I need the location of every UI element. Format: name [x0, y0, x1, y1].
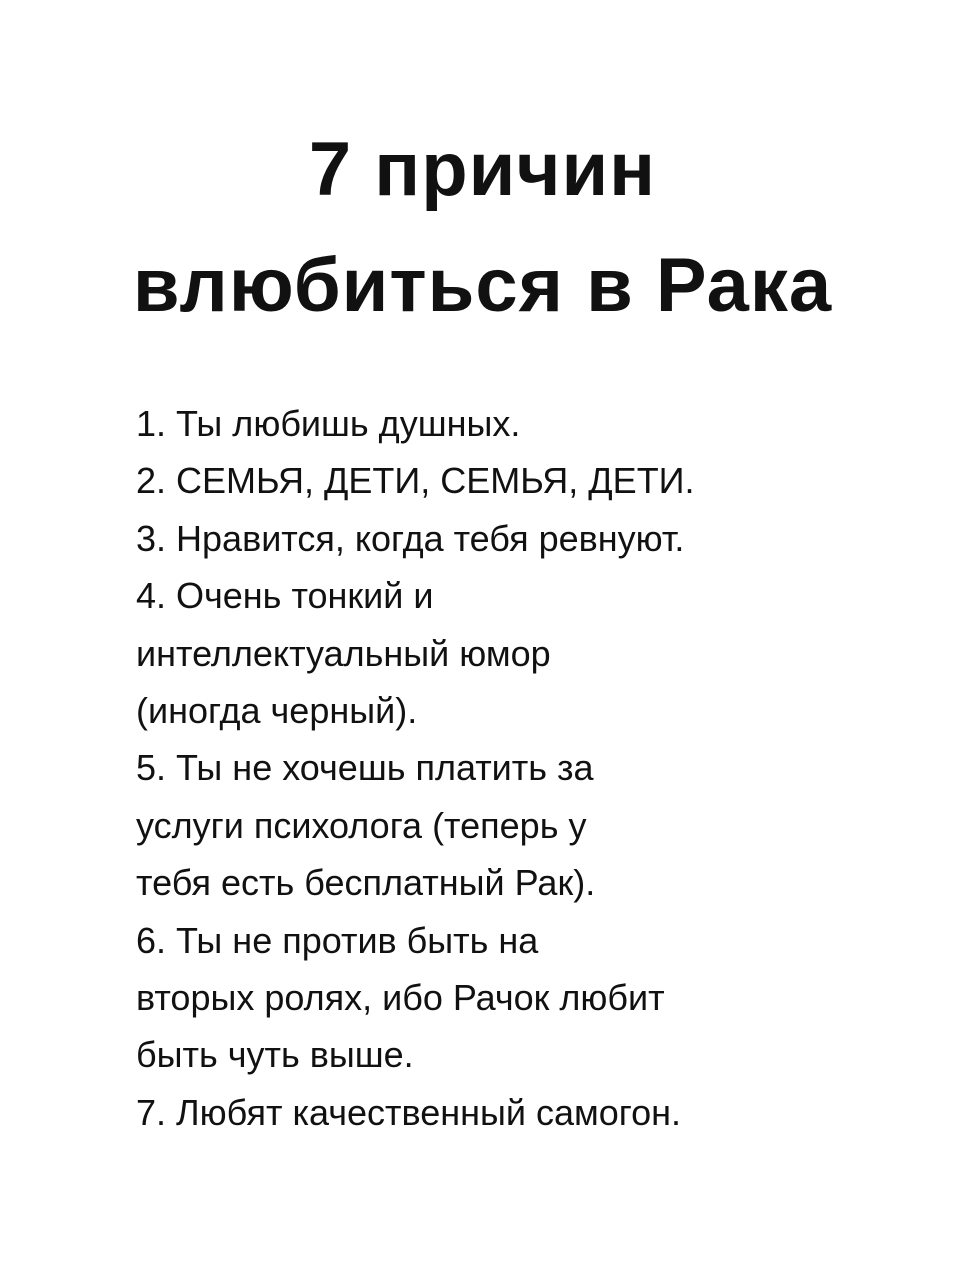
reason-item-1 [136, 395, 916, 452]
reason-text: 6. Ты не против быть на [136, 919, 539, 961]
reason-item-4 [136, 567, 916, 739]
page-title [0, 112, 965, 344]
reason-item-7 [136, 1084, 916, 1141]
reason-text: быть чуть выше. [136, 1034, 414, 1076]
reason-text: 1. Ты любишь душных. [136, 403, 521, 444]
reason-text: 7. Любят качественный самогон. [136, 1091, 682, 1133]
reasons-list [136, 395, 916, 1141]
reason-item-3 [136, 510, 916, 567]
reason-text: 2. СЕМЬЯ, ДЕТИ, СЕМЬЯ, ДЕТИ. [136, 460, 695, 502]
reason-text: интеллектуальный юмор [136, 632, 551, 674]
reason-text: 4. Очень тонкий и [136, 575, 434, 617]
reason-text: тебя есть бесплатный Рак). [136, 862, 596, 904]
reason-text: 3. Нравится, когда тебя ревнуют. [136, 517, 685, 559]
reason-item-6 [136, 912, 916, 1084]
title-line-2: влюбиться в Рака [132, 243, 833, 328]
reason-text: услуги психолога (теперь у [136, 804, 587, 846]
reason-item-2 [136, 452, 916, 509]
title-line-1: 7 причин [308, 127, 657, 212]
reason-text: вторых ролях, ибо Рачок любит [136, 977, 665, 1019]
reason-text: (иногда черный). [136, 690, 418, 732]
reason-item-5 [136, 739, 916, 911]
reason-text: 5. Ты не хочешь платить за [136, 747, 594, 789]
